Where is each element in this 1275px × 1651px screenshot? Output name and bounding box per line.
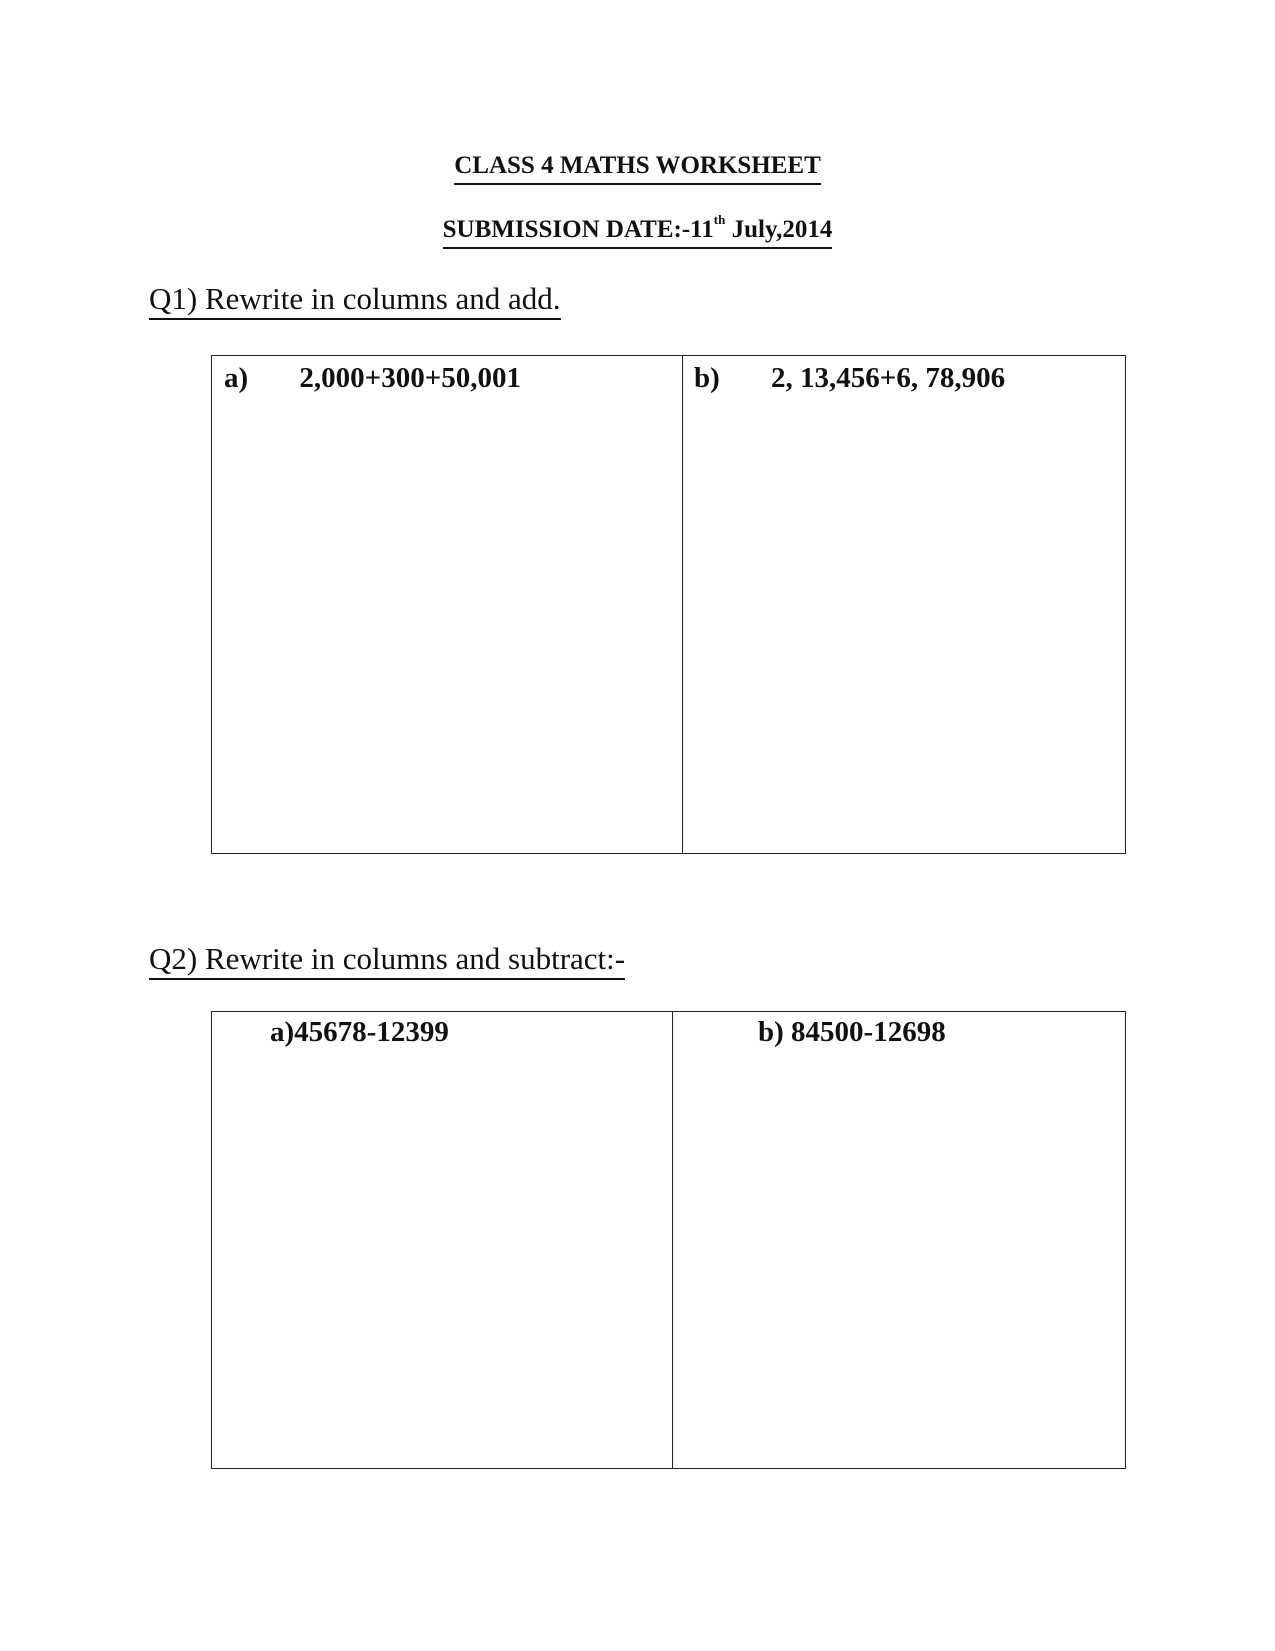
column-divider bbox=[672, 1012, 673, 1468]
question-2-heading-text: Q2) Rewrite in columns and subtract:- bbox=[149, 941, 625, 980]
submission-date-prefix: SUBMISSION DATE:-11 bbox=[442, 216, 714, 243]
worksheet-title bbox=[0, 152, 1275, 185]
submission-date-ordinal: th bbox=[713, 211, 726, 227]
q2-part-b bbox=[758, 1016, 946, 1049]
submission-date-text bbox=[442, 211, 833, 249]
column-divider bbox=[682, 356, 683, 853]
submission-date bbox=[0, 211, 1275, 249]
question-1-heading bbox=[149, 281, 561, 320]
question-1-answer-table bbox=[211, 355, 1126, 854]
q2-part-b-label: b) bbox=[758, 1016, 784, 1048]
question-2-heading bbox=[149, 941, 625, 980]
submission-date-suffix: July,2014 bbox=[725, 216, 833, 243]
q1-part-b-expression: 2, 13,456+6, 78,906 bbox=[771, 362, 1006, 394]
question-1-heading-text: Q1) Rewrite in columns and add. bbox=[149, 281, 561, 320]
q2-part-a-expression: 45678-12399 bbox=[294, 1016, 449, 1048]
q1-part-a-label: a) bbox=[224, 362, 249, 394]
q1-part-b-label: b) bbox=[694, 362, 720, 394]
q1-part-b bbox=[694, 362, 1005, 395]
q1-part-a bbox=[224, 362, 521, 395]
q1-part-a-expression: 2,000+300+50,001 bbox=[299, 362, 521, 394]
question-2-answer-table bbox=[211, 1011, 1126, 1469]
q2-part-a-label: a) bbox=[270, 1016, 295, 1048]
worksheet-title-text: CLASS 4 MATHS WORKSHEET bbox=[454, 152, 821, 185]
q2-part-a bbox=[270, 1016, 449, 1049]
q2-part-b-expression: 84500-12698 bbox=[791, 1016, 946, 1048]
